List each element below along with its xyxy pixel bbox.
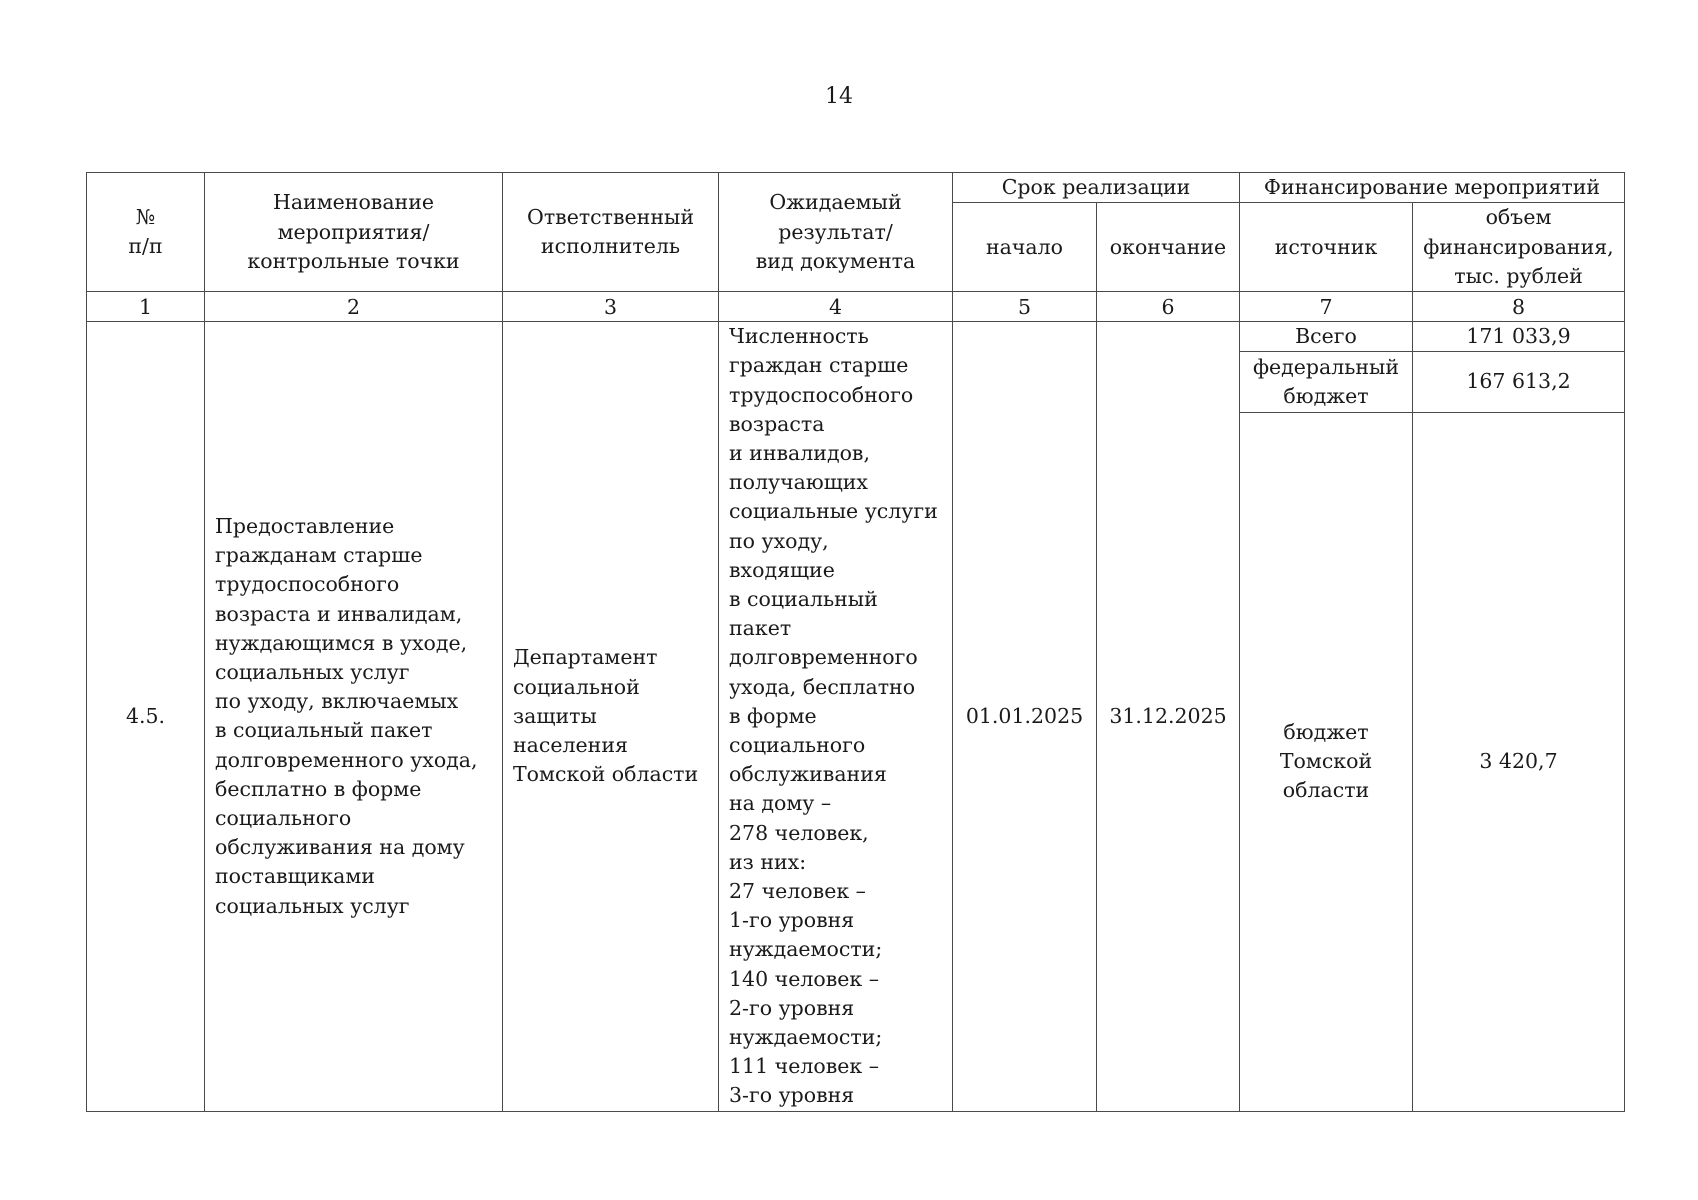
header-row-1 — [87, 173, 1625, 203]
table-row — [87, 322, 1625, 352]
column-number: 5 — [953, 292, 1097, 322]
finance-volume-total: 171 033,9 — [1413, 322, 1625, 352]
column-number: 8 — [1413, 292, 1625, 322]
finance-source-regional: бюджет Томской области — [1240, 412, 1413, 1111]
column-number-row — [87, 292, 1625, 322]
row-num: 4.5. — [87, 322, 205, 1111]
row-responsible: Департамент социальной защиты населения Томской области — [503, 322, 719, 1111]
header-responsible: Ответственный исполнитель — [503, 173, 719, 292]
column-number: 1 — [87, 292, 205, 322]
header-result: Ожидаемый результат/ вид документа — [719, 173, 953, 292]
column-number: 4 — [719, 292, 953, 322]
column-number: 3 — [503, 292, 719, 322]
activities-table — [86, 172, 1625, 1112]
header-num: № п/п — [87, 173, 205, 292]
header-finance-group: Финансирование мероприятий — [1240, 173, 1625, 203]
finance-volume-federal: 167 613,2 — [1413, 352, 1625, 412]
row-end-date: 31.12.2025 — [1097, 322, 1240, 1111]
header-name: Наименование мероприятия/ контрольные точки — [205, 173, 503, 292]
column-number: 6 — [1097, 292, 1240, 322]
column-number: 7 — [1240, 292, 1413, 322]
header-period-group: Срок реализации — [953, 173, 1240, 203]
header-finance-volume: объем финансирования, тыс. рублей — [1413, 203, 1625, 292]
header-period-start: начало — [953, 203, 1097, 292]
page-number: 14 — [825, 84, 853, 109]
header-finance-source: источник — [1240, 203, 1413, 292]
finance-source-federal: федеральный бюджет — [1240, 352, 1413, 412]
header-period-end: окончание — [1097, 203, 1240, 292]
row-activity-name: Предоставление гражданам старше трудоспособного возраста и инвалидам, нуждающимся в уходе, социальных услуг по уходу, включаемых в социальный пакет долговременного ухода, бесплатно в форме социального обслуживания на дому поставщиками социальных услуг — [205, 322, 503, 1111]
row-expected-result: Численность граждан старше трудоспособного возраста и инвалидов, получающих социальные услуги по уходу, входящие в социальный пакет долговременного ухода, бесплатно в форме социального обслуживания на дому – 278 человек, из них: 27 человек – 1-го уровня нуждаемости; 140 человек – 2-го уровня нуждаемости; 111 человек – 3-го уровня — [719, 322, 953, 1111]
finance-source-total: Всего — [1240, 322, 1413, 352]
finance-volume-regional: 3 420,7 — [1413, 412, 1625, 1111]
column-number: 2 — [205, 292, 503, 322]
row-start-date: 01.01.2025 — [953, 322, 1097, 1111]
